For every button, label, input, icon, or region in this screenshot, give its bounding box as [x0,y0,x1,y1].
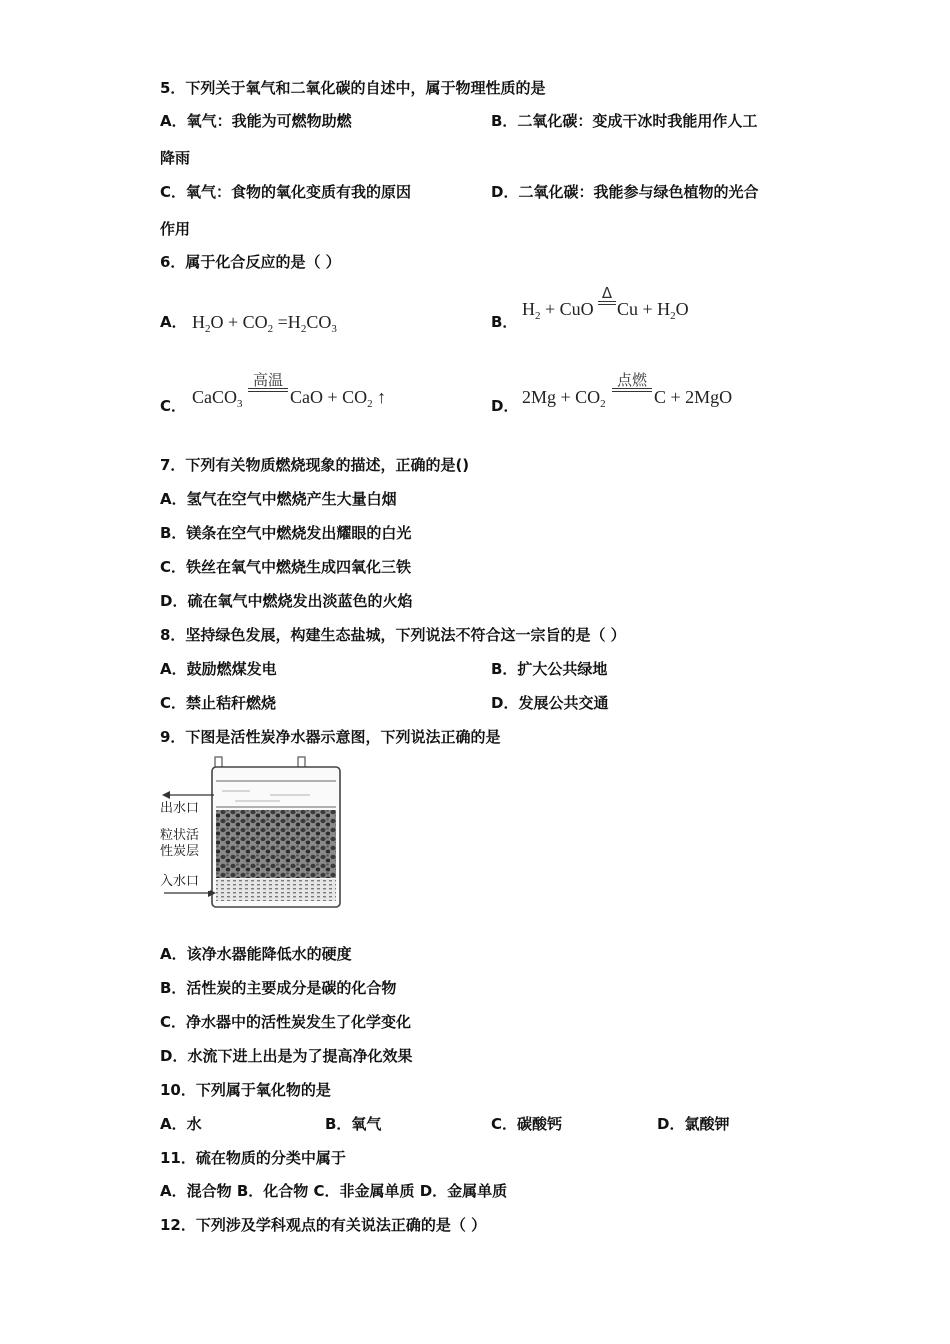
q6-condition-high-temp: 高温 [248,372,288,392]
q9-stem: 9．下图是活性炭净水器示意图，下列说法正确的是 [160,728,501,746]
q9-option-d: D．水流下进上出是为了提高净化效果 [160,1047,413,1065]
q10-option-b: B．氧气 [325,1115,382,1133]
q6-equation-a: $H_2O + CO_2 =H_2CO_3$ [192,312,337,335]
q8-option-c: C．禁止秸秆燃烧 [160,694,277,712]
q9-option-a: A．该净水器能降低水的硬度 [160,945,352,963]
q8-option-a: A．鼓励燃煤发电 [160,660,277,678]
water-purifier-diagram [160,755,350,915]
q5-stem: 5．下列关于氧气和二氧化碳的自述中，属于物理性质的是 [160,79,546,97]
q5-option-b-continued: 降雨 [160,149,191,167]
q6-stem: 6．属于化合反应的是（ ） [160,253,341,271]
inlet-label: 入水口 [160,874,200,889]
q6-equation-d-right: C + 2MgO [654,387,733,407]
q7-option-c: C．铁丝在氧气中燃烧生成四氧化三铁 [160,558,412,576]
q7-option-a: A．氢气在空气中燃烧产生大量白烟 [160,490,397,508]
carbon-layer-label-line1: 粒状活 [160,828,200,843]
q6-option-b-label: B． [491,313,518,331]
bottom-layer [216,879,336,901]
q6-equation-c-left: CaCO$_3$ [192,387,243,410]
q6-condition-heat: Δ [598,285,616,305]
q5-option-d-continued: 作用 [160,220,191,238]
q5-option-d: D．二氧化碳：我能参与绿色植物的光合 [491,183,759,201]
q6-equation-c-right: CaO + $CO_2$ ↑ [290,387,387,410]
q9-option-c: C．净水器中的活性炭发生了化学变化 [160,1013,412,1031]
q5-option-c: C．氧气：食物的氧化变质有我的原因 [160,183,412,201]
q8-option-d: D．发展公共交通 [491,694,609,712]
q8-option-b: B．扩大公共绿地 [491,660,608,678]
outlet-label: 出水口 [160,801,200,816]
carbon-layer-label-line2: 性炭层 [160,844,200,859]
q6-equation-b-right: $Cu + H_2O$ [617,299,689,322]
q5-option-b: B．二氧化碳：变成干冰时我能用作人工 [491,112,758,130]
q11-options: A．混合物 B．化合物 C．非金属单质 D．金属单质 [160,1182,508,1200]
q10-option-d: D．氯酸钾 [657,1115,730,1133]
q5-option-a: A．氧气：我能为可燃物助燃 [160,112,352,130]
q11-stem: 11．硫在物质的分类中属于 [160,1149,346,1167]
q6-option-d-label: D． [491,397,519,415]
q10-stem: 10．下列属于氧化物的是 [160,1081,331,1099]
q6-equation-b-left: $H_2$ + CuO [522,299,594,322]
q7-option-d: D．硫在氧气中燃烧发出淡蓝色的火焰 [160,592,413,610]
q10-option-a: A．水 [160,1115,202,1133]
q8-stem: 8．坚持绿色发展，构建生态盐城，下列说法不符合这一宗旨的是（ ） [160,626,626,644]
q12-stem: 12．下列涉及学科观点的有关说法正确的是（ ） [160,1216,487,1234]
q6-option-a-label: A． [160,313,187,331]
q7-stem: 7．下列有关物质燃烧现象的描述，正确的是() [160,456,470,474]
q7-option-b: B．镁条在空气中燃烧发出耀眼的白光 [160,524,412,542]
q10-option-c: C．碳酸钙 [491,1115,563,1133]
q6-equation-d-left: $2Mg + CO_2$ [522,387,606,410]
q6-option-c-label: C． [160,397,187,415]
q6-condition-ignite: 点燃 [612,372,652,392]
q9-option-b: B．活性炭的主要成分是碳的化合物 [160,979,397,997]
activated-carbon-layer [216,810,336,878]
